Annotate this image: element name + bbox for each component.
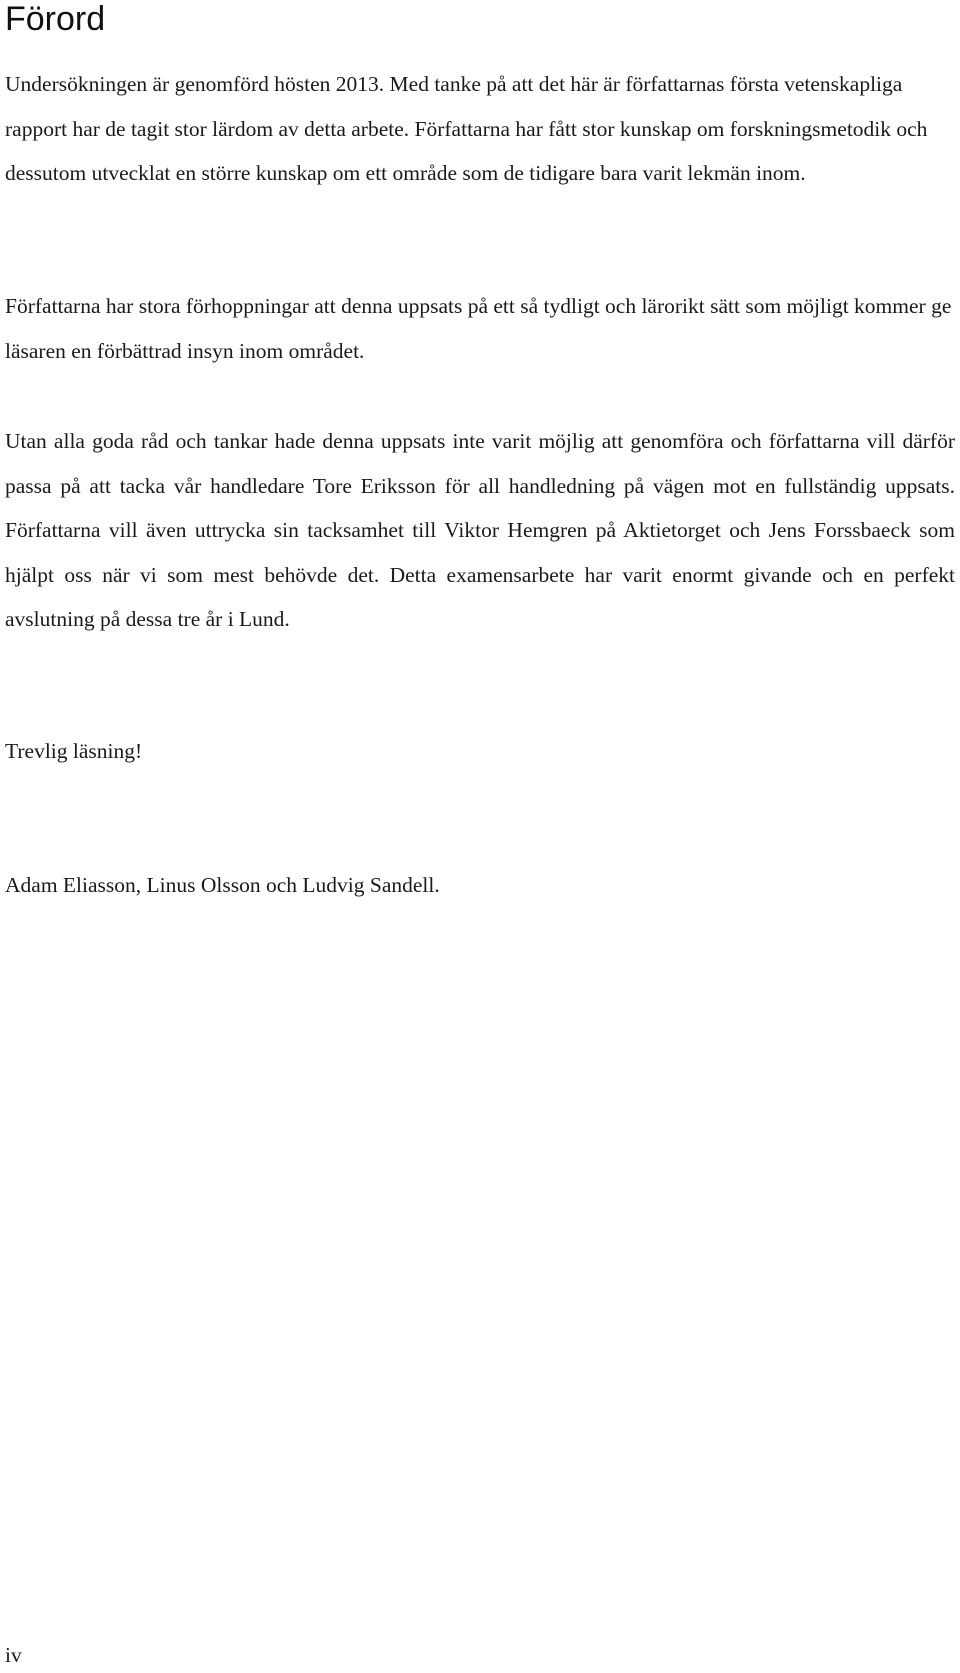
paragraph-hopes: Författarna har stora förhoppningar att denna uppsats på ett så tydligt och lärorikt sätt som möjligt kommer ge läsaren en förbättrad insyn inom området. — [5, 294, 952, 363]
page-number: iv — [5, 1643, 22, 1667]
author-signature: Adam Eliasson, Linus Olsson och Ludvig Sandell. — [5, 873, 440, 897]
greeting-line: Trevlig läsning! — [5, 739, 143, 763]
paragraph-intro: Undersökningen är genomförd hösten 2013. Med tanke på att det här är författarnas första vetenskapliga rapport har de tagit stor lärdom av detta arbete. Författarna har fått stor kunskap om forskningsmetodik och dessutom utvecklat en större kunskap om ett område som de tidigare bara varit lekmän inom. — [5, 72, 928, 186]
page-title: Förord — [5, 0, 106, 38]
paragraph-acknowledgements: Utan alla goda råd och tankar hade denna uppsats inte varit möjlig att genomföra och författarna vill därför passa på att tacka vår handledare Tore Eriksson för all handledning på vägen mot en fullständig uppsats. Författarna vill även uttrycka sin tacksamhet till Viktor Hemgren på Aktietorget och Jens Forssbaeck som hjälpt oss när vi som mest behövde det. Detta examensarbete har varit enormt givande och en perfekt avslutning på dessa tre år i Lund. — [5, 429, 955, 632]
